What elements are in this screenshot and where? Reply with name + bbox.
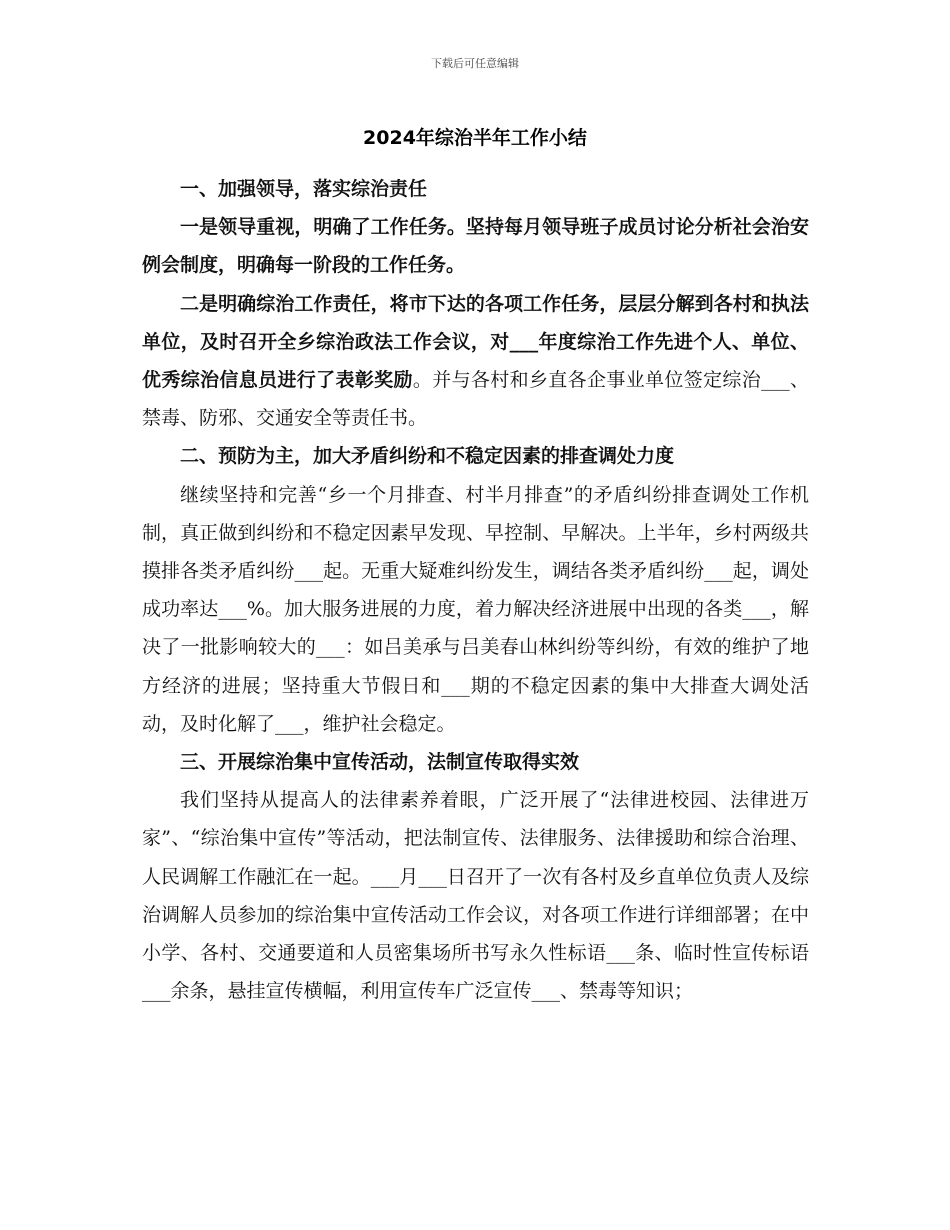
section-heading: 二、预防为主，加大矛盾纠纷和不稳定因素的排查调处力度 xyxy=(180,445,675,468)
paragraph-regular-part: 。并与各村和乡直各企事业单位签定综治___、禁毒、防邪、交通安全等责任书。 xyxy=(142,369,809,430)
section-heading: 一、加强领导，落实综治责任 xyxy=(180,178,428,200)
paragraph: 我们坚持从提高人的法律素养着眼，广泛开展了“法律进校园、法律进万家”、“综治集中宣传”等活动，把法制宣传、法律服务、法律援助和综合治理、人民调解工作融汇在一起。___月___日召开了一次有各村及乡直单位负责人及综治调解人员参加的综治集中宣传活动工作会议，对各项工作进行详细部署；在中小学、各村、交通要道和人员密集场所书写永久性标语___条、临时性宣传标语___余条，悬挂宣传横幅，利用宣传车广泛宣传___、禁毒等知识； xyxy=(142,789,809,1003)
document-title: 2024年综治半年工作小结 xyxy=(363,127,587,149)
paragraph: 一是领导重视，明确了工作任务。坚持每月领导班子成员讨论分析社会治安例会制度，明确每一阶段的工作任务。 xyxy=(142,216,809,277)
paragraph-bold-part: 二是明确综治工作责任，将市下达的各项工作任务，层层分解到各村和执法单位，及时召开全乡综治政法工作会议，对___年度综治工作先进个人、单位、优秀综治信息员进行了表彰奖励 xyxy=(142,292,809,392)
section-heading: 三、开展综治集中宣传活动，法制宣传取得实效 xyxy=(180,751,580,774)
document-body xyxy=(142,170,809,1010)
page-header-note: 下载后可任意编辑 xyxy=(431,57,519,70)
paragraph: 继续坚持和完善“乡一个月排查、村半月排查”的矛盾纠纷排查调处工作机制，真正做到纠纷和不稳定因素早发现、早控制、早解决。上半年，乡村两级共摸排各类矛盾纠纷___起。无重大疑难纠纷发生，调结各类矛盾纠纷___起，调处成功率达___%。加大服务进展的力度，着力解决经济进展中出现的各类___，解决了一批影响较大的___：如吕美承与吕美春山林纠纷等纠纷，有效的维护了地方经济的进展；坚持重大节假日和___期的不稳定因素的集中大排查大调处活动，及时化解了___，维护社会稳定。 xyxy=(142,483,809,735)
paragraph xyxy=(142,285,809,438)
